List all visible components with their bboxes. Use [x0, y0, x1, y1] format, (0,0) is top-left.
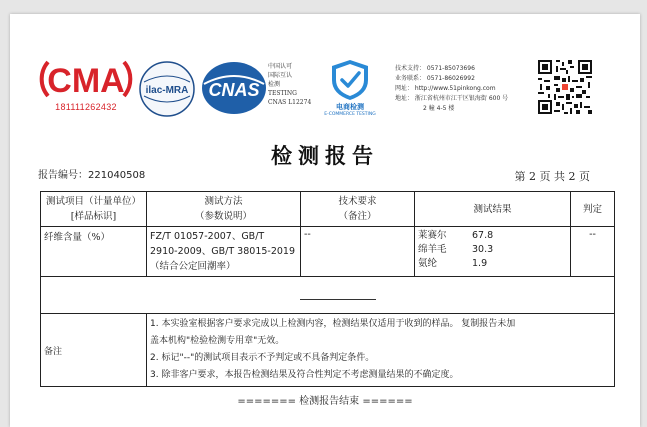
results-table: [40, 191, 615, 387]
accreditation-line: TESTING: [268, 90, 297, 97]
accreditation-line: 中国认可: [268, 63, 293, 70]
page-number: 第 2 页 共 2 页: [514, 170, 590, 183]
header-line: 技术要求: [338, 196, 377, 207]
contact-website: 网址： http://www.51pinkong.com: [395, 85, 496, 92]
header-line: [样品标识]: [70, 211, 117, 222]
accreditation-line: 检测: [268, 81, 281, 88]
cell-results: [415, 227, 571, 277]
header-line: 测试方法: [204, 196, 243, 207]
fiber-value: 67.8: [472, 230, 494, 241]
report-page: [10, 14, 640, 427]
report-end-marker: ======= 检测报告结束 ======: [237, 396, 413, 407]
cma-number: 181111262432: [55, 102, 117, 112]
method-line: 2910-2009、GB/T 38015-2019: [150, 246, 296, 257]
header-judgement: 判定: [571, 192, 615, 227]
result-item: [418, 257, 567, 271]
notes-label: 备注: [41, 314, 147, 387]
header-line: （参数说明）: [194, 211, 252, 222]
cell-judgement: --: [571, 227, 615, 277]
cma-logo: [38, 56, 134, 116]
ecommerce-label: 电商检测: [336, 103, 364, 111]
cell-test-method: [147, 227, 301, 277]
table-header-row: [41, 192, 615, 227]
contact-info: [395, 64, 508, 114]
note-line: 盖本机构"检验检测专用章"无效。: [150, 336, 285, 346]
ilac-mra-logo: [138, 60, 196, 118]
svg-text:ilac-MRA: ilac-MRA: [145, 85, 189, 96]
header-test-item: [41, 192, 147, 227]
header-line: 测试项目（计量单位）: [45, 196, 141, 207]
fiber-value: 30.3: [472, 244, 494, 255]
page-title: 检测报告: [271, 143, 379, 168]
accreditation-line: CNAS L12274: [268, 99, 312, 106]
header-requirement: [301, 192, 415, 227]
report-number: 报告编号：221040508: [38, 170, 146, 181]
cell-test-item: 纤维含量（%）: [41, 227, 147, 277]
result-item: [418, 243, 567, 257]
cell-requirement: --: [301, 227, 415, 277]
header-result: 测试结果: [415, 192, 571, 227]
fiber-name: 氨纶: [418, 258, 438, 269]
ecommerce-sublabel: E-COMMERCE TESTING: [324, 112, 376, 117]
note-line: 1. 本实验室根据客户要求完成以上检测内容，检测结果仅适用于收到的样品。 复制报告未加: [150, 319, 516, 329]
result-item: [418, 229, 567, 243]
svg-text:CNAS: CNAS: [208, 80, 260, 100]
note-line: 2. 标记"--"的测试项目表示不予判定或不具备判定条件。: [150, 353, 375, 363]
fiber-value: 1.9: [472, 258, 488, 269]
note-line: 3. 除非客户要求，本报告检测结果及符合性判定不考虑测量结果的不确定度。: [150, 370, 459, 380]
spacer-row: [41, 277, 615, 314]
method-line: FZ/T 01057-2007、GB/T: [150, 231, 265, 242]
qr-code: [536, 58, 594, 116]
fiber-name: 莱赛尔: [418, 230, 447, 241]
header-line: （备注）: [338, 211, 377, 222]
contact-address-2: 2 幢 4-5 楼: [423, 105, 455, 112]
notes-content: [147, 314, 615, 387]
contact-business: 业务联系： 0571-86026992: [395, 75, 475, 82]
header-test-method: [147, 192, 301, 227]
accreditation-line: 国际互认: [268, 72, 293, 79]
accreditation-text: [268, 62, 311, 107]
svg-text:CMA: CMA: [47, 62, 125, 100]
method-line: （结合公定回潮率）: [150, 261, 236, 272]
contact-tech-support: 技术支持： 0571-85073696: [395, 65, 475, 72]
cnas-logo: [200, 58, 268, 118]
contact-address: 地址： 浙江省杭州市江干区银海街 600 号: [395, 95, 509, 102]
spacer-cell: [41, 277, 615, 314]
fiber-name: 绵羊毛: [418, 244, 447, 255]
table-row: [41, 227, 615, 277]
divider-line: [300, 299, 376, 300]
notes-row: [41, 314, 615, 387]
